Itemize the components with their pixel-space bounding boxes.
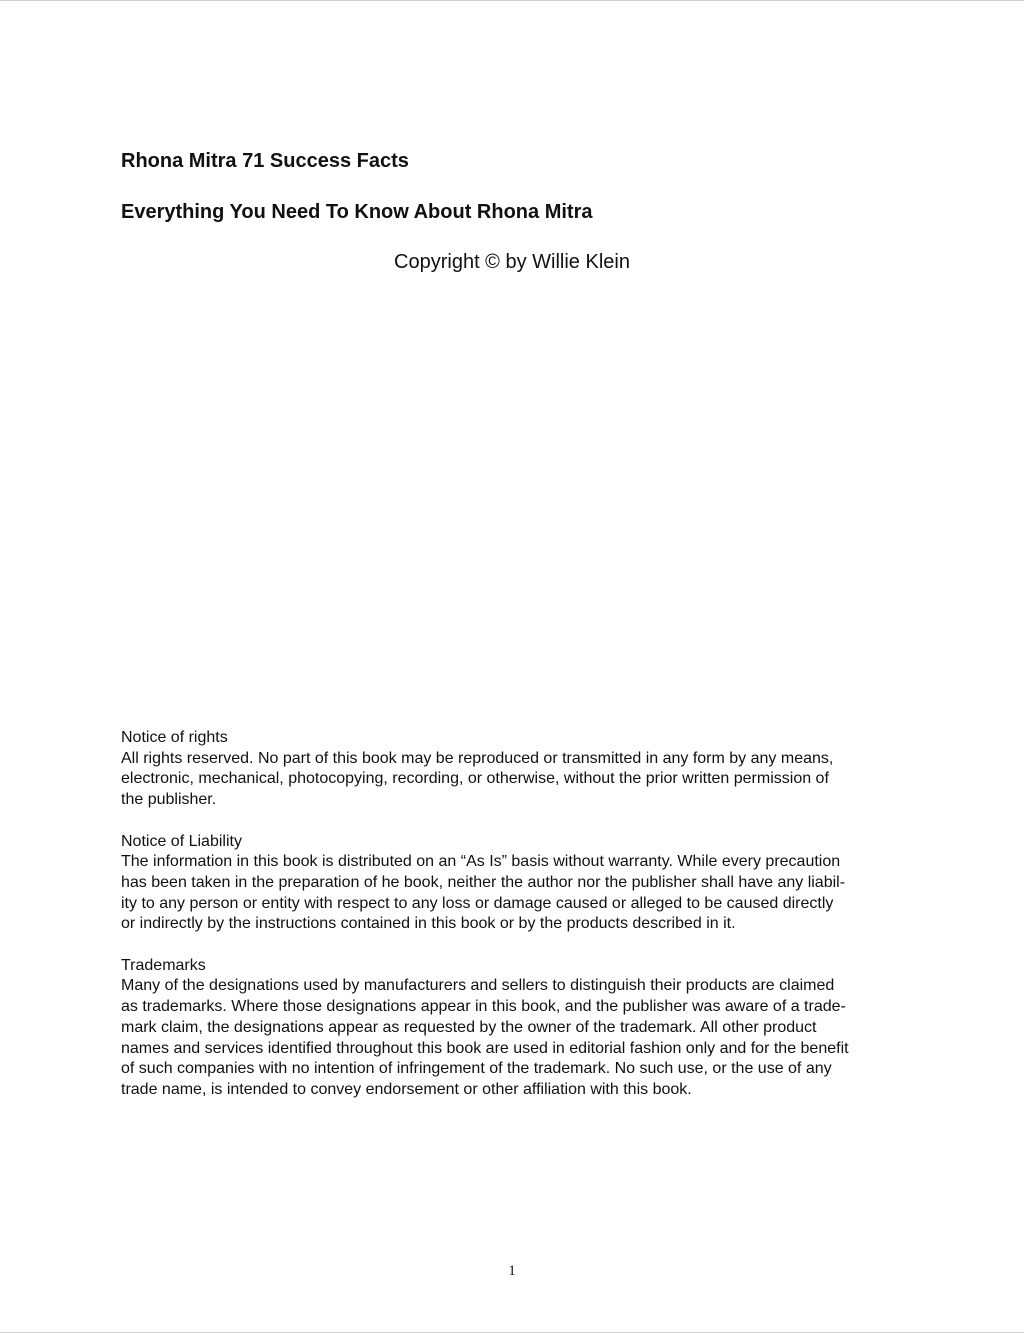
notice-text-line: ity to any person or entity with respect to any loss or damage caused or alleged to be caused directly xyxy=(121,894,834,912)
notice-text-line: Many of the designations used by manufacturers and sellers to distinguish their products are claimed xyxy=(121,977,835,995)
notice-heading: Notice of Liability xyxy=(121,832,242,850)
notice-text-line: names and services identified throughout this book are used in editorial fashion only and for the benefit xyxy=(121,1039,849,1057)
notice-text-line: mark claim, the designations appear as requested by the owner of the trademark. All other product xyxy=(121,1018,817,1036)
copyright-line: Copyright © by Willie Klein xyxy=(394,251,630,273)
notice-text-line: electronic, mechanical, photocopying, recording, or otherwise, without the prior written permission of xyxy=(121,770,829,788)
notice-of-liability xyxy=(121,832,911,936)
page-number: 1 xyxy=(508,1263,516,1279)
legal-notices xyxy=(121,728,911,1121)
trademarks-notice xyxy=(121,956,911,1101)
notice-text-line: the publisher. xyxy=(121,791,217,809)
notice-text-line: The information in this book is distributed on an “As Is” basis without warranty. While every precaution xyxy=(121,853,841,871)
notice-text-line: trade name, is intended to convey endorsement or other affiliation with this book. xyxy=(121,1080,692,1098)
notice-text-line: as trademarks. Where those designations appear in this book, and the publisher was aware of a trade- xyxy=(121,998,846,1016)
notice-heading: Notice of rights xyxy=(121,729,228,746)
notice-text-line: or indirectly by the instructions contained in this book or by the products described in it. xyxy=(121,915,736,933)
notice-of-rights xyxy=(121,728,911,811)
book-title: Rhona Mitra 71 Success Facts xyxy=(121,150,409,172)
notice-text-line: All rights reserved. No part of this book may be reproduced or transmitted in any form by any means, xyxy=(121,749,834,767)
notice-text-line: of such companies with no intention of infringement of the trademark. No such use, or the use of any xyxy=(121,1060,832,1078)
notice-text-line: has been taken in the preparation of he book, neither the author nor the publisher shall have any liabil- xyxy=(121,873,846,891)
book-subtitle: Everything You Need To Know About Rhona Mitra xyxy=(121,201,593,223)
notice-heading: Trademarks xyxy=(121,956,206,974)
